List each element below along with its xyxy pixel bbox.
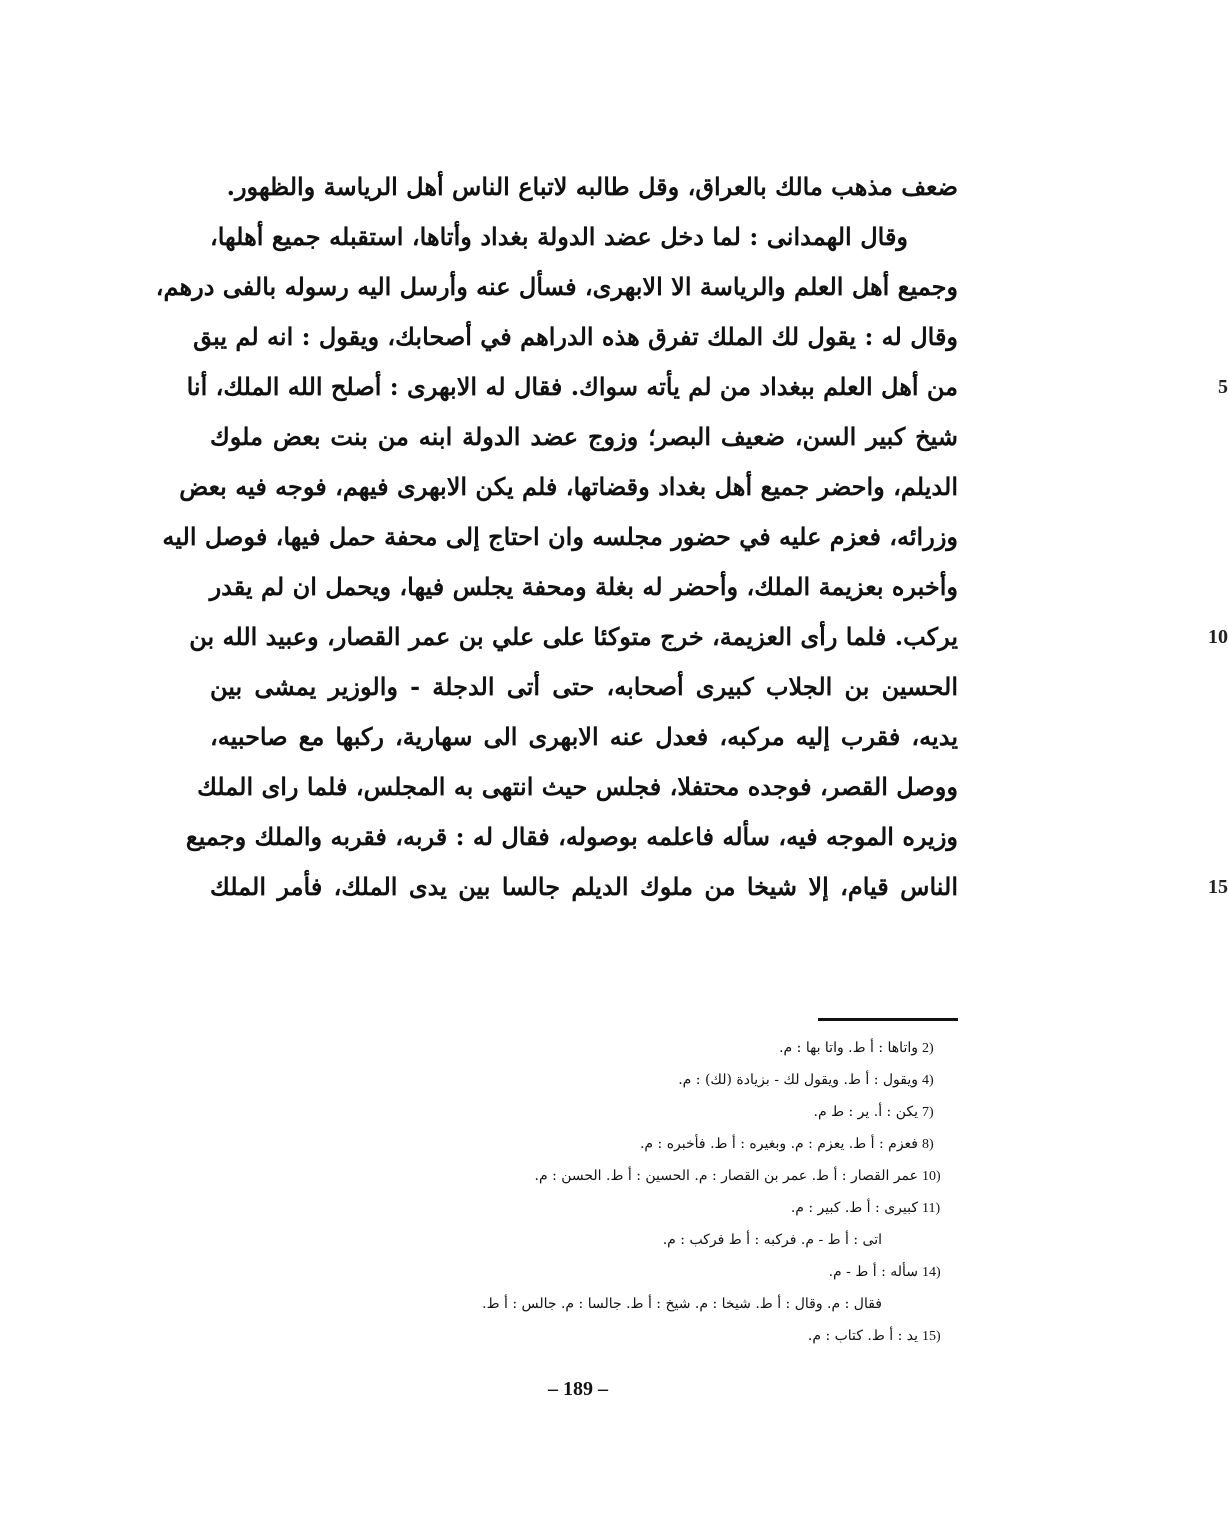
text-line: ووصل القصر، فوجده محتفلا، فجلس حيث انتهى به المجلس، فلما راى الملك [197, 772, 958, 801]
footnotes [480, 1032, 958, 1352]
text-line: الناس قيام، إلا شيخا من ملوك الديلم جالسا بين يدى الملك، فأمر الملك 15 [210, 862, 958, 912]
text-line: الديلم، واحضر جميع أهل بغداد وقضاتها، فلم يكن الابهرى فيهم، فوجه فيه بعض [179, 472, 958, 501]
footnote [480, 1192, 958, 1224]
page-number: – 189 – [548, 1378, 608, 1400]
line-number: 5 [1218, 376, 1228, 398]
footnote-text: اتى : أ ط - م. فركبه : أ ط فركب : م. [662, 1232, 882, 1248]
footnote-text: يكن : أ. ير : ط م. [813, 1104, 918, 1120]
footnote-text: فقال : م. وقال : أ ط. شيخا : م. شيخ : أ ط. جالسا : م. جالس : أ ط. [482, 1296, 882, 1312]
text-line: من أهل العلم ببغداد من لم يأته سواك. فقال له الابهرى : أصلح الله الملك، أنا 5 [210, 362, 958, 412]
footnote-number: 10) [922, 1169, 941, 1184]
text-line: وزرائه، فعزم عليه في حضور مجلسه وان احتاج إلى محفة حمل فيها، فوصل اليه [162, 522, 958, 551]
line-number: 10 [1208, 626, 1228, 648]
footnote [480, 1320, 958, 1352]
text-line: ضعف مذهب مالك بالعراق، وقل طالبه لاتباع الناس أهل الرياسة والظهور. [226, 172, 958, 201]
text-line: وقال الهمدانى : لما دخل عضد الدولة بغداد وأتاها، استقبله جميع أهلها، [210, 222, 908, 251]
line-number: 15 [1208, 876, 1228, 898]
footnote [480, 1256, 958, 1288]
text-line: وجميع أهل العلم والرياسة الا الابهرى، فسأل عنه وأرسل اليه رسوله بالفى درهم، [155, 272, 958, 301]
text-line: وزيره الموجه فيه، سأله فاعلمه بوصوله، فقال له : قربه، فقربه والملك وجميع [185, 822, 958, 851]
footnote-number: 7) [922, 1105, 934, 1120]
footnote-number: 4) [922, 1073, 934, 1088]
footnote-number: 11) [922, 1201, 941, 1216]
footnote [480, 1032, 958, 1064]
footnote-text: سأله : أ ط - م. [828, 1264, 918, 1280]
footnote-text: يد : أ ط. كتاب : م. [807, 1328, 918, 1344]
text-line: يركب. فلما رأى العزيمة، خرج متوكئا على علي بن عمر القصار، وعبيد الله بن 10 [210, 612, 958, 662]
footnote-continuation [480, 1288, 958, 1320]
footnote-text: ويقول : أ ط. ويقول لك - بزيادة (لك) : م. [678, 1072, 918, 1088]
text-line: يديه، فقرب إليه مركبه، فعدل عنه الابهرى الى سهارية، ركبها مع صاحبيه، [210, 722, 958, 751]
footnote [480, 1064, 958, 1096]
footnote-text: كبيرى : أ ط. كبير : م. [790, 1200, 918, 1216]
footnote-text: فعزم : أ ط. يعزم : م. وبغيره : أ ط. فأخبره : م. [639, 1136, 918, 1152]
footnote-number: 14) [922, 1265, 941, 1280]
footnote-number: 15) [922, 1329, 941, 1344]
footnote-number: 8) [922, 1137, 934, 1152]
footnote [480, 1096, 958, 1128]
footnote-text: واتاها : أ ط. واتا بها : م. [779, 1040, 918, 1056]
text-line: شيخ كبير السن، ضعيف البصر؛ وزوج عضد الدولة ابنه من بنت بعض ملوك [210, 422, 958, 451]
footnote [480, 1128, 958, 1160]
footnote-separator [818, 1018, 958, 1021]
footnote [480, 1160, 958, 1192]
main-text [155, 162, 1228, 912]
footnote-text: عمر القصار : أ ط. عمر بن القصار : م. الحسين : أ ط. الحسن : م. [534, 1168, 918, 1184]
text-line: وقال له : يقول لك الملك تفرق هذه الدراهم في أصحابك، ويقول : انه لم يبق [193, 322, 958, 351]
text-line: وأخبره بعزيمة الملك، وأحضر له بغلة ومحفة يجلس فيها، ويحمل ان لم يقدر [209, 572, 958, 601]
footnote-number: 2) [922, 1041, 934, 1056]
text-line: الحسين بن الجلاب كبيرى أصحابه، حتى أتى الدجلة - والوزير يمشى بين [210, 672, 958, 701]
footnote-continuation [480, 1224, 958, 1256]
